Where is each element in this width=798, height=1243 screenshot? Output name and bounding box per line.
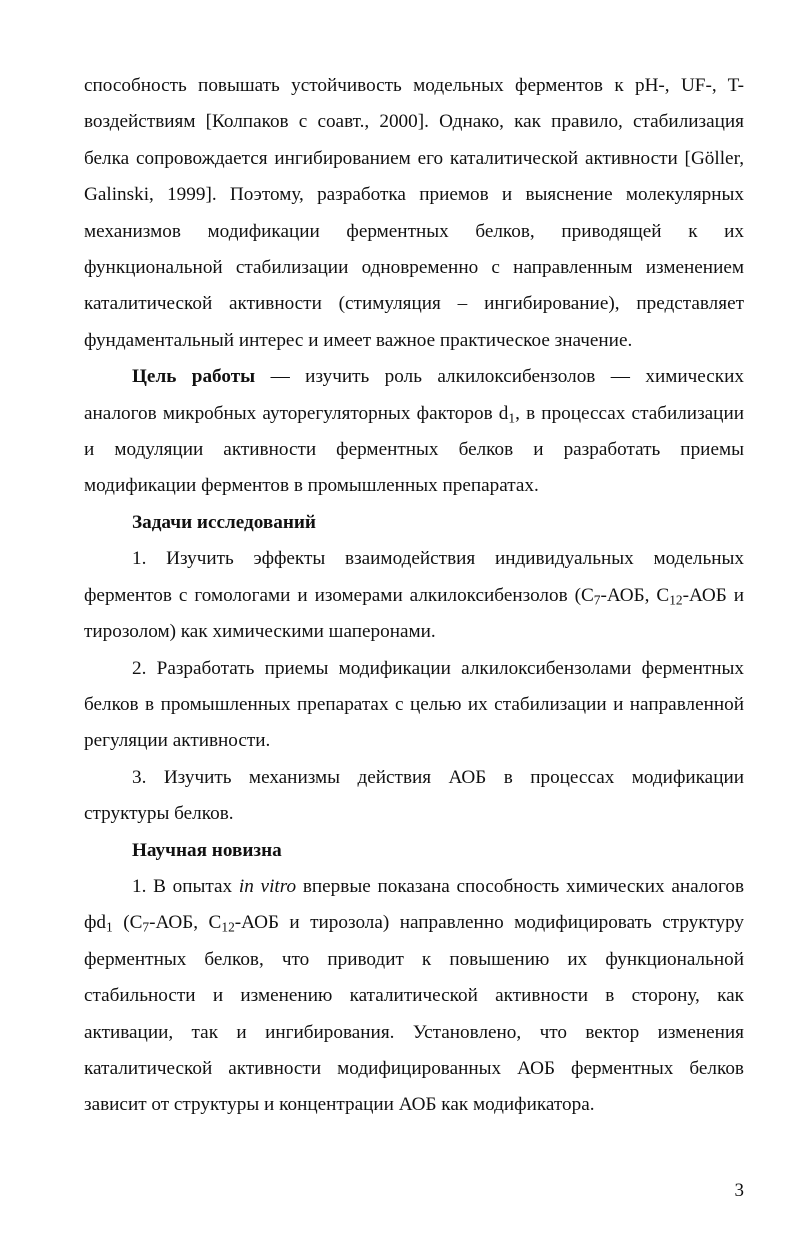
novelty-heading: Научная новизна xyxy=(132,839,282,861)
novelty-text-a: 1. В опытах xyxy=(132,875,239,897)
goal-dash: — xyxy=(255,366,306,388)
intro-paragraph: способность повышать устойчивость модельных ферментов к pH-, UF-, T-воздействиям [Колпаков с соавт., 2000]. Однако, как правило, стабилизация белка сопровождается ингибированием его каталитической активности [Göller, Galinski, 1999]. Поэтому, разработка приемов и выяснение молекулярных механизмов модификации ферментных белков, приводящей к их функциональной стабилизации одновременно с направленным изменением каталитической активности (стимуляция – ингибирование), представляет фундаментальный интерес и имеет важное практическое значение. xyxy=(84,75,744,351)
novelty-sub-a: 1 xyxy=(106,919,113,935)
novelty-item-1 xyxy=(84,869,744,1124)
task1-text-c: -АОБ и тирозолом) как химическими шаперонами. xyxy=(84,584,744,643)
novelty-italic-in-vitro: in vitro xyxy=(238,875,297,897)
goal-text-after: , в процессах стабилизации и модуляции активности ферментных белков и разработать приемы модификации ферментов в промышленных препаратах. xyxy=(84,402,744,497)
goal-subscript: 1 xyxy=(508,410,516,426)
task1-text-a: 1. Изучить эффекты взаимодействия индивидуальных модельных ферментов с гомологами и изомерами алкилоксибензолов (C xyxy=(84,548,744,606)
page-number: 3 xyxy=(734,1180,744,1201)
novelty-text-d: -АОБ, C xyxy=(149,912,222,934)
task1-sub-b: 12 xyxy=(669,592,683,608)
novelty-text-e: -АОБ и тирозола) направленно модифицировать структуру ферментных белков, что приводит к повышению их функциональной стабильности и изменению каталитической активности в сторону, как активации, так и ингибирования. Установлено, что вектор изменения каталитической активности модифицированных АОБ ферментных белков зависит от структуры и концентрации АОБ как модификатора. xyxy=(84,912,745,1116)
goal-text-before: изучить роль алкилоксибензолов — химических аналогов микробных ауторегуляторных факторов d xyxy=(84,366,744,424)
novelty-sub-c: 12 xyxy=(221,919,235,935)
novelty-sub-b: 7 xyxy=(142,919,150,935)
task1-text-b: -АОБ, C xyxy=(600,584,670,606)
text-body xyxy=(84,68,744,1124)
task1-sub-a: 7 xyxy=(593,592,601,608)
task-item-1 xyxy=(84,541,744,650)
goal-label: Цель работы xyxy=(132,366,256,388)
task-item-2: 2. Разработать приемы модификации алкилоксибензолами ферментных белков в промышленных препаратах с целью их стабилизации и направленной регуляции активности. xyxy=(84,657,744,752)
novelty-text-b: впервые показана способность химических аналогов фd xyxy=(84,875,745,934)
tasks-heading: Задачи исследований xyxy=(132,511,316,533)
goal-paragraph xyxy=(84,359,744,505)
novelty-text-c: (C xyxy=(112,912,143,934)
task-item-3: 3. Изучить механизмы действия АОБ в процессах модификации структуры белков. xyxy=(84,766,744,825)
